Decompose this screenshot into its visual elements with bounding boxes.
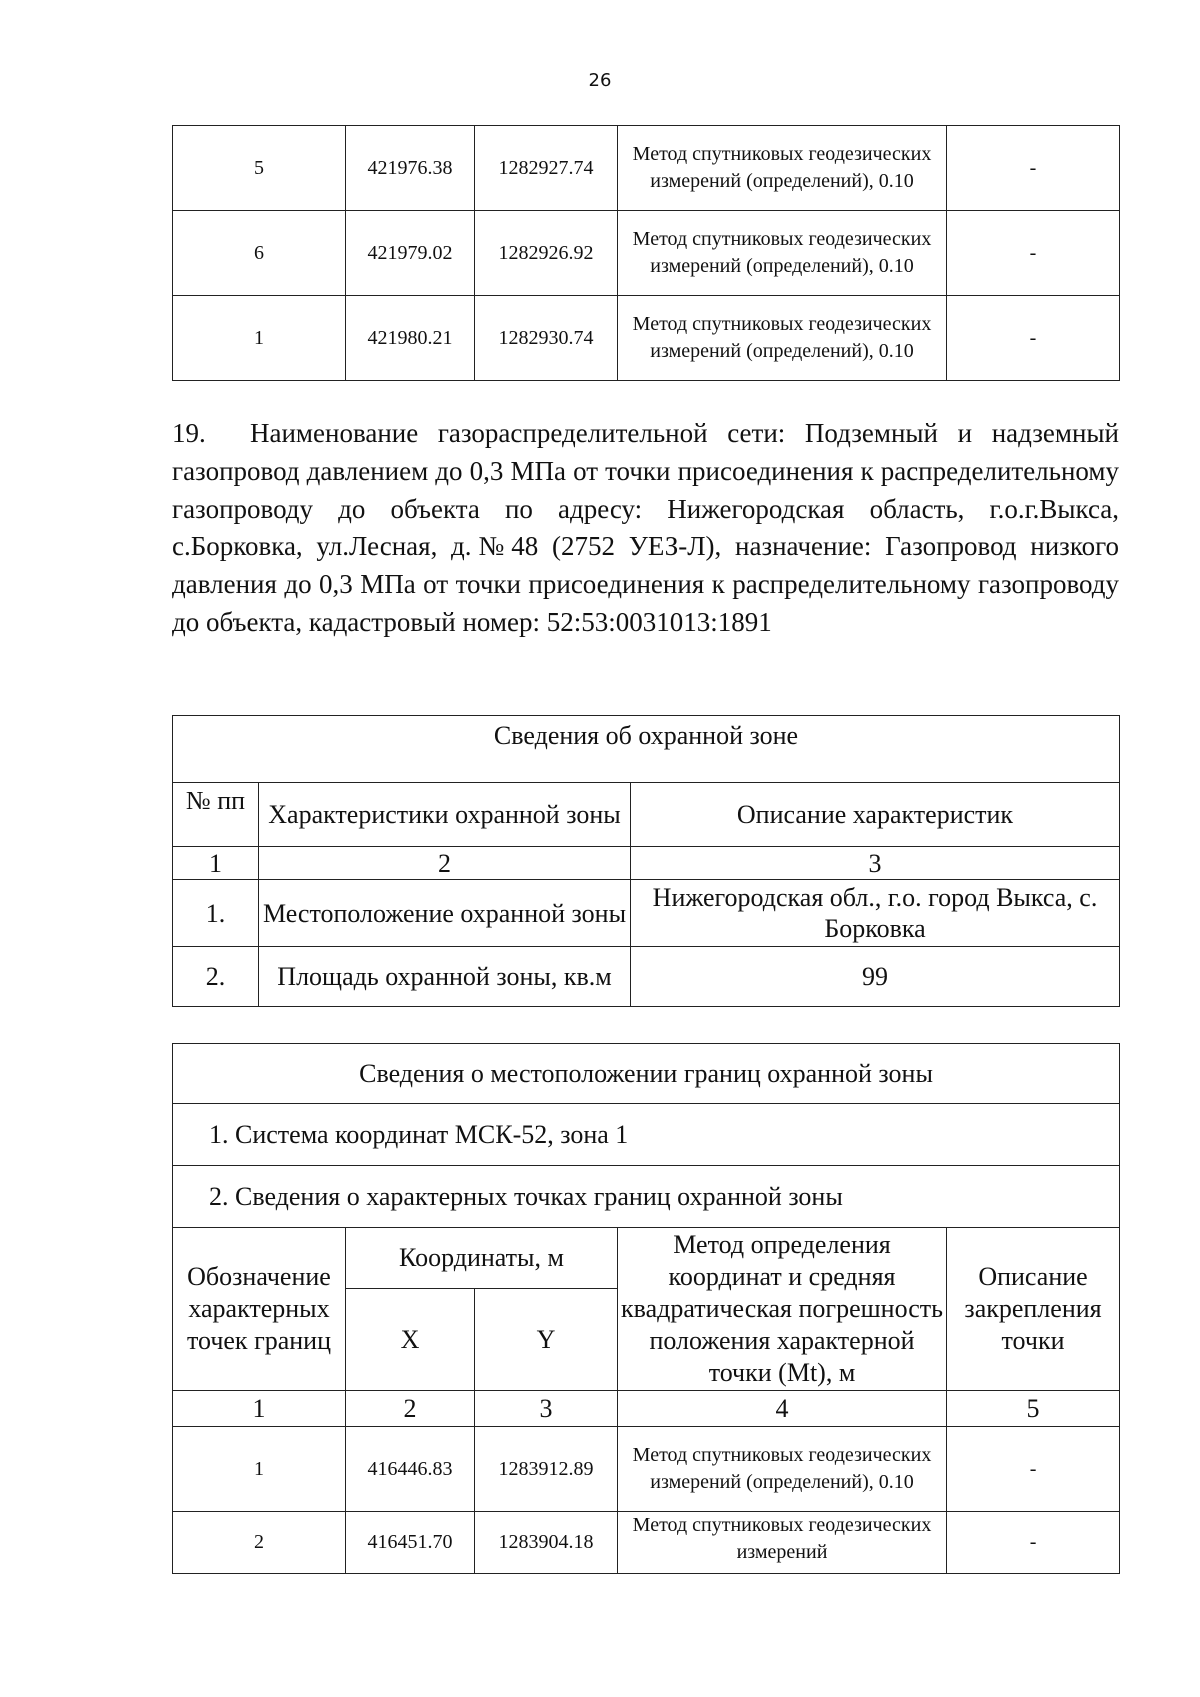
column-index: 3 <box>631 847 1120 880</box>
row-number: 1. <box>173 880 259 947</box>
column-index: 3 <box>475 1391 618 1427</box>
column-index: 2 <box>346 1391 475 1427</box>
coord-x: 421976.38 <box>346 126 475 211</box>
point-label: 1 <box>173 1427 346 1512</box>
coord-x: 416446.83 <box>346 1427 475 1512</box>
characteristic-name: Местоположение охранной зоны <box>259 880 631 947</box>
column-index: 5 <box>947 1391 1120 1427</box>
column-index: 1 <box>173 847 259 880</box>
characteristic-value: 99 <box>631 947 1120 1007</box>
coord-y: 1282930.74 <box>475 296 618 381</box>
header-point: Обозначение характерных точек границ <box>173 1228 346 1391</box>
coordinate-system: 1. Система координат МСК-52, зона 1 <box>173 1104 1120 1166</box>
fixing-description: - <box>947 1512 1120 1574</box>
method-cell: Метод спутниковых геодезических измерений (определений), 0.10 <box>618 1427 947 1512</box>
coord-y: 1282926.92 <box>475 211 618 296</box>
coord-y: 1283912.89 <box>475 1427 618 1512</box>
table-row <box>173 880 1120 947</box>
method-cell: Метод спутниковых геодезических измерений (определений), 0.10 <box>618 296 947 381</box>
coord-y: 1282927.74 <box>475 126 618 211</box>
header-fixing-description: Описание закрепления точки <box>947 1228 1120 1391</box>
paragraph-number: 19. <box>172 418 206 448</box>
protection-zone-info-table <box>172 715 1120 1007</box>
header-characteristics: Характеристики охранной зоны <box>259 783 631 847</box>
zone-boundaries-table <box>172 1043 1120 1574</box>
header-number: № пп <box>173 783 259 847</box>
point-label: 1 <box>173 296 346 381</box>
method-cell: Метод спутниковых геодезических измерений (определений), 0.10 <box>618 126 947 211</box>
point-label: 5 <box>173 126 346 211</box>
header-description: Описание характеристик <box>631 783 1120 847</box>
header-y: Y <box>475 1289 618 1391</box>
header-x: X <box>346 1289 475 1391</box>
paragraph-text: Наименование газораспределительной сети: Подземный и надземный газопровод давлением до 0,3 МПа от точки присоединения к распределительному газопроводу до объекта по адресу: Нижегородская область, г.о.г.Выкса, с.Борковка, ул.Лесная, д.№48 (2752 УЕЗ-Л), назначение: Газопровод низкого давления до 0,3 МПа от точки присоединения к распределительному газопроводу до объекта, кадастровый номер: 52:53:0031013:1891 <box>172 418 1119 637</box>
header-method: Метод определения координат и средняя квадратическая погрешность положения характерной точки (Mt), м <box>618 1228 947 1391</box>
table-row <box>173 126 1120 211</box>
network-description-paragraph <box>172 415 1119 642</box>
column-index: 1 <box>173 1391 346 1427</box>
page-number: 26 <box>588 70 612 91</box>
coordinates-table-continued <box>172 125 1120 381</box>
table-caption: Сведения об охранной зоне <box>173 716 1120 783</box>
coord-x: 416451.70 <box>346 1512 475 1574</box>
coord-x: 421979.02 <box>346 211 475 296</box>
fixing-description: - <box>947 1427 1120 1512</box>
table-row <box>173 296 1120 381</box>
characteristic-name: Площадь охранной зоны, кв.м <box>259 947 631 1007</box>
header-coordinates: Координаты, м <box>346 1228 618 1289</box>
coord-x: 421980.21 <box>346 296 475 381</box>
fixing-description: - <box>947 126 1120 211</box>
column-index: 2 <box>259 847 631 880</box>
fixing-description: - <box>947 296 1120 381</box>
fixing-description: - <box>947 211 1120 296</box>
table-row <box>173 1512 1120 1574</box>
row-number: 2. <box>173 947 259 1007</box>
table-row <box>173 1427 1120 1512</box>
table-row <box>173 211 1120 296</box>
column-index: 4 <box>618 1391 947 1427</box>
coord-y: 1283904.18 <box>475 1512 618 1574</box>
point-label: 6 <box>173 211 346 296</box>
table-row <box>173 947 1120 1007</box>
method-cell: Метод спутниковых геодезических измерений <box>618 1512 947 1574</box>
table-caption: Сведения о местоположении границ охранной зоны <box>173 1044 1120 1104</box>
method-cell: Метод спутниковых геодезических измерений (определений), 0.10 <box>618 211 947 296</box>
point-label: 2 <box>173 1512 346 1574</box>
characteristic-value: Нижегородская обл., г.о. город Выкса, с. Борковка <box>631 880 1120 947</box>
points-caption: 2. Сведения о характерных точках границ охранной зоны <box>173 1166 1120 1228</box>
